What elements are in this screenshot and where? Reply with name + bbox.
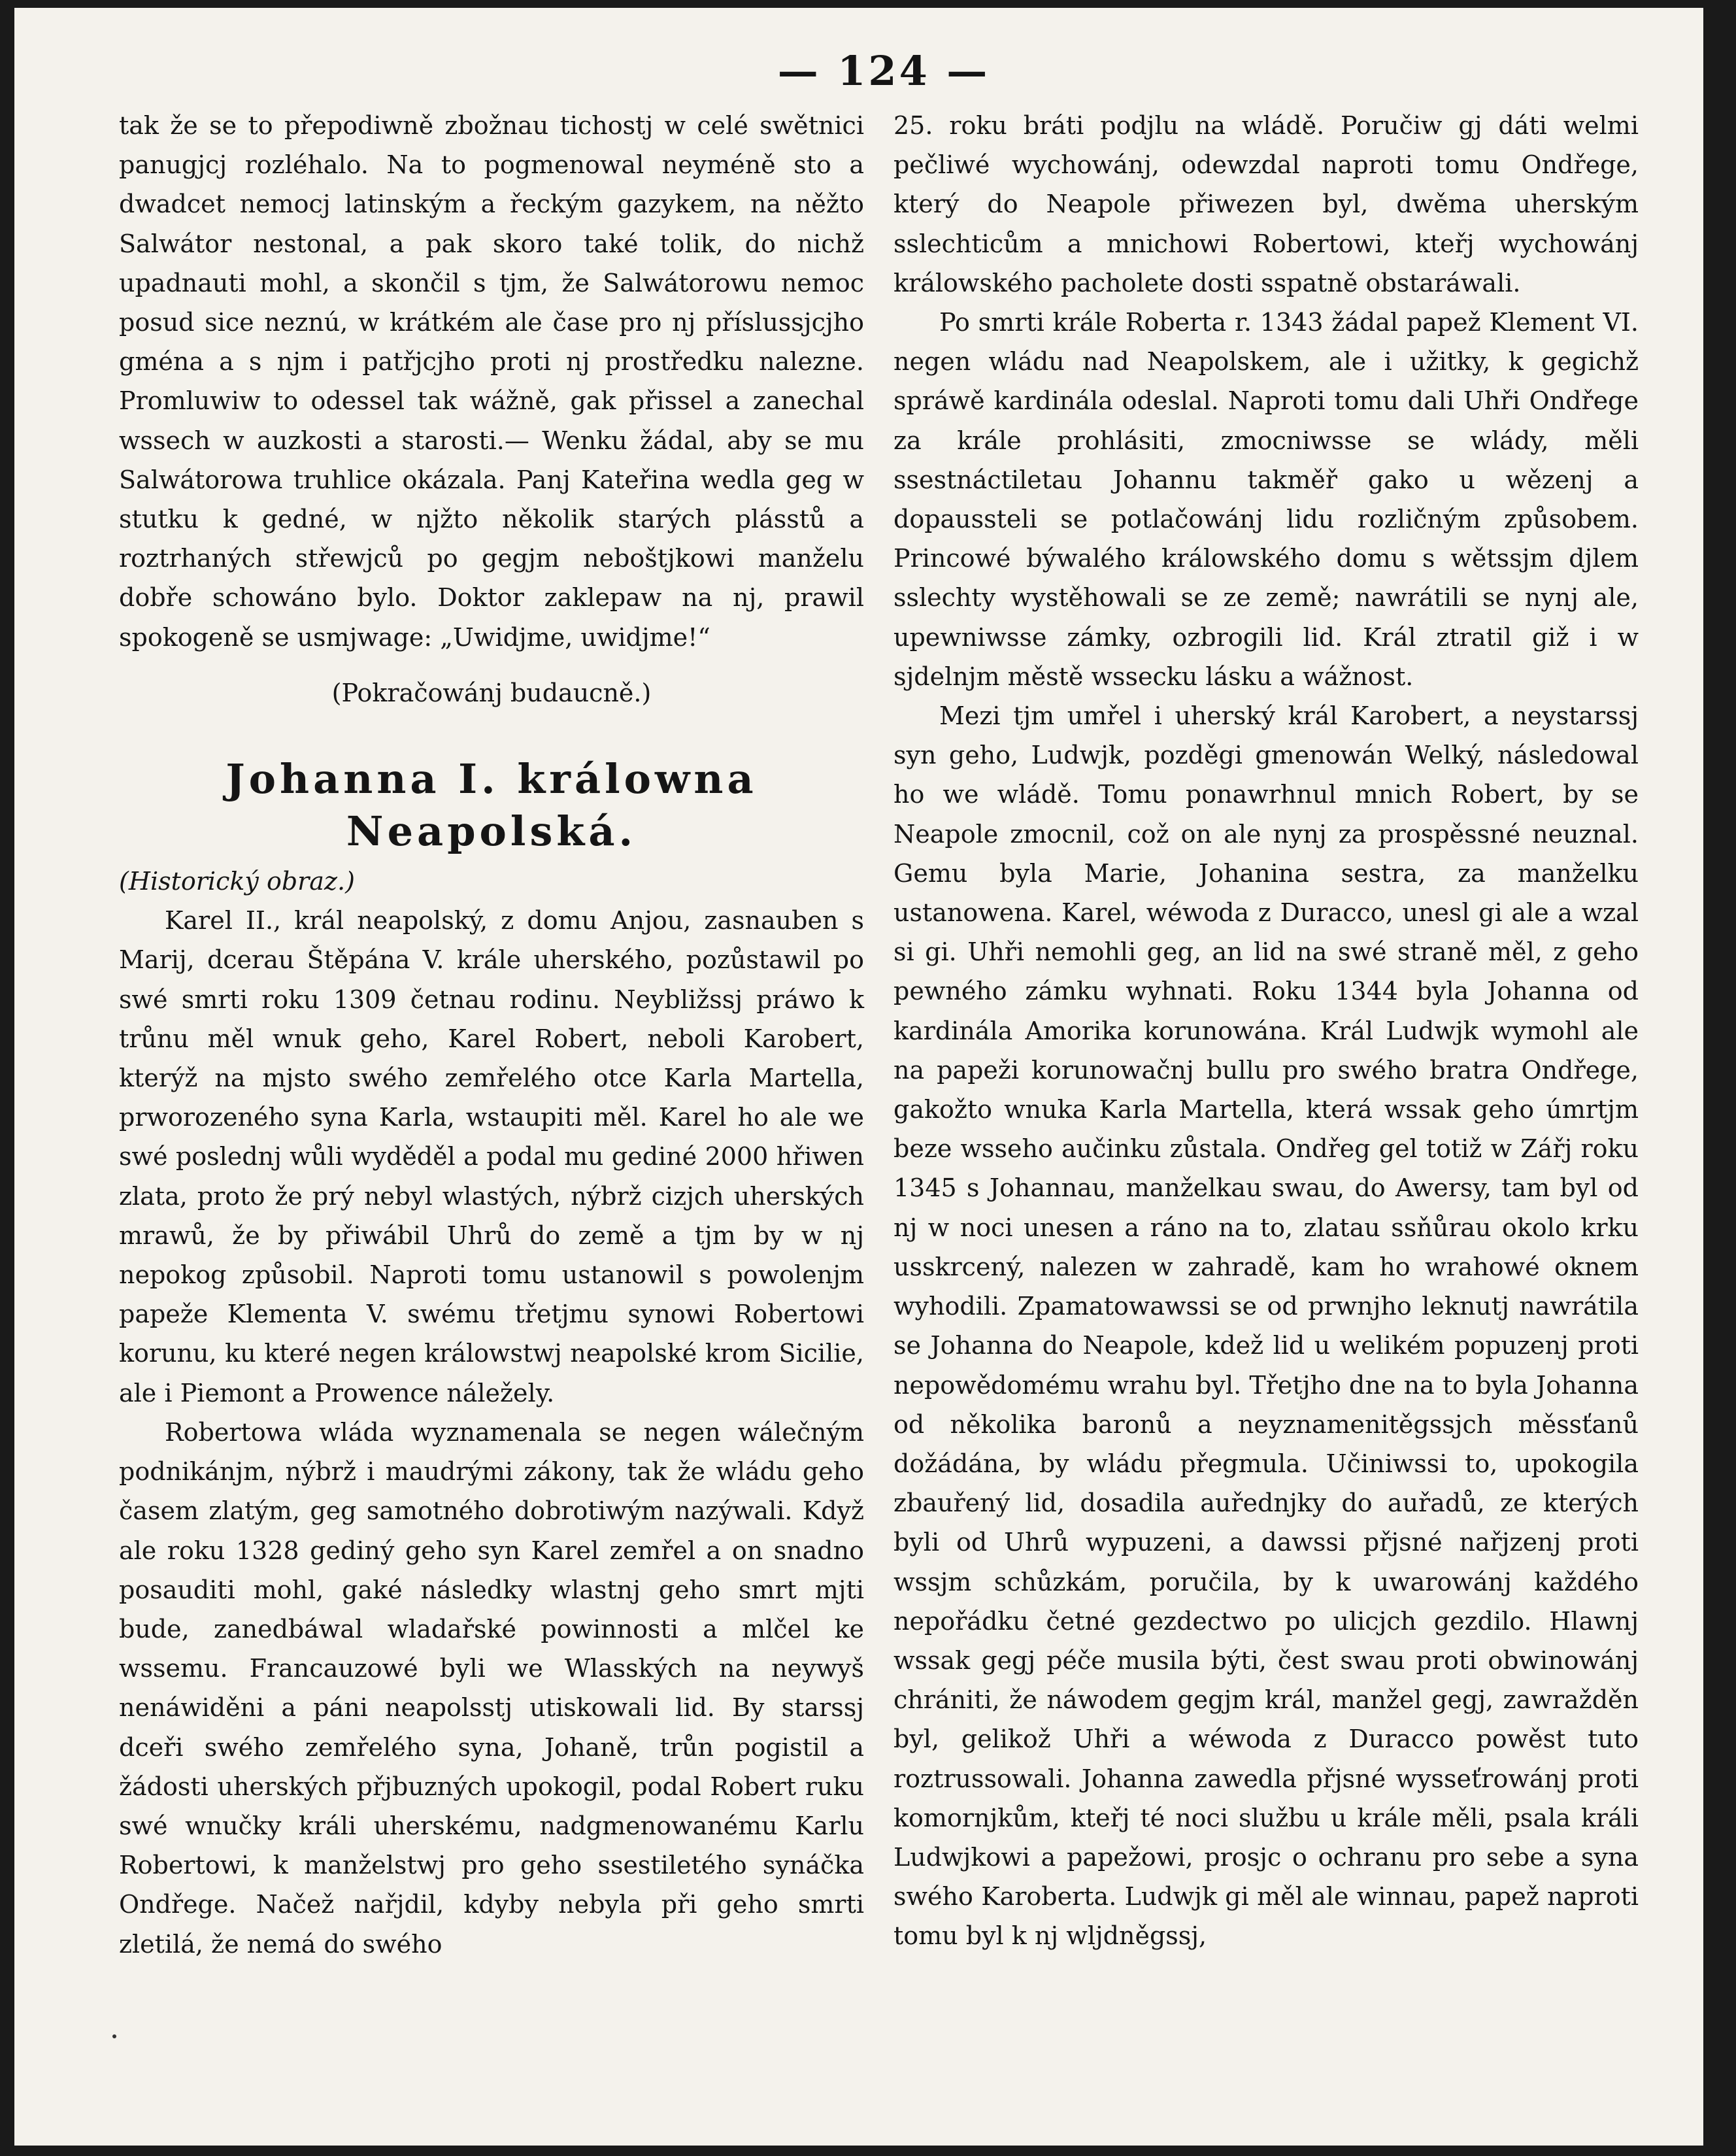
article-paragraph: Po smrti krále Roberta r. 1343 žádal papež Klement VI. negen wládu nad Neapolskem, ale i užitky, k gegichž spráwě kardinála odeslal. Naproti tomu dali Uhři Ondřege za krále prohlásiti, zmocniwsse se wlády, měli ssestnáctiletau Johannu takměř gako u wězenj a dopaussteli se potlačowánj lidu rozličným způsobem. Princowé býwalého králowského domu s wětssjm djlem sslechty wystěhowali se ze země; nawrátili se nynj ale, upewniwsse zámky, ozbrogili lid. Král ztratil giž i w sjdelnjm městě wssecku lásku a wážnost. [893,308,1639,691]
article-subtitle: (Historický obraz.) [119,867,355,896]
left-column [119,106,864,1964]
print-speck [112,2034,116,2038]
article-paragraph-continuation: 25. roku bráti podjlu na wládě. Poručiw gj dáti welmi pečliwé wychowánj, odewzdal naproti tomu Ondřege, který do Neapole přiwezen byl, dwěma uherským sslechticům a mnichowi Robertowi, kteřj wychowánj králowského pacholete dosti sspatně obstaráwali. [893,111,1639,297]
book-page [14,8,1726,2146]
article-title: Johanna I. králowna Neapolská. [225,755,758,856]
page-number: — 124 — [777,47,990,95]
scan-edge [1703,8,1726,2146]
to-be-continued-note: (Pokračowánj budaucně.) [331,678,652,707]
story-continuation: tak že se to přepodiwně zbožnau tichostj w celé swětnici panugjcj rozléhalo. Na to pogmenowal neyméně sto a dwadcet nemocj latinským a řeckým gazykem, na něžto Salwátor nestonal, a pak skoro také tolik, do nichž upadnauti mohl, a skončil s tjm, že Salwátorowu nemoc posud sice neznú, w krátkém ale čase pro nj příslussjcjho gména a s njm i patřjcjho proti nj prostředku nalezne. Promluwiw to odessel tak wážně, gak přissel a zanechal wssech w auzkosti a starosti.— Wenku žádal, aby se mu Salwátorowa truhlice okázala. Panj Kateřina wedla geg w stutku k gedné, w njžto několik starých plásstů a roztrhaných střewjců po gegjm neboštjkowi manželu dobře schowáno bylo. Doktor zaklepaw na nj, prawil spokogeně se usmjwage: „Uwidjme, uwidjme!“ [119,111,864,652]
article-paragraph: Robertowa wláda wyznamenala se negen wálečným podnikánjm, nýbrž i maudrými zákony, tak že wládu geho časem zlatým, geg samotného dobrotiwým nazýwali. Když ale roku 1328 gediný geho syn Karel zemřel a on snadno posauditi mohl, gaké následky wlastnj geho smrt mjti bude, zanedbáwal wladařské powinnosti a mlčel ke wssemu. Francauzowé byli we Wlasských na neywyš nenáwiděni a páni neapolsstj utiskowali lid. By starssj dceři swého zemřelého syna, Johaně, trůn pogistil a žádosti uherských přjbuzných upokogil, podal Robert ruku swé wnučky králi uherskému, nadgmenowanému Karlu Robertowi, k manželstwj pro geho ssestiletého synáčka Ondřege. Načež nařjdil, kdyby nebyla při geho smrti zletilá, že nemá do swého [119,1417,864,1959]
article-paragraph: Karel II., král neapolský, z domu Anjou, zasnauben s Marij, dcerau Štěpána V. krále uherského, pozůstawil po swé smrti roku 1309 četnau rodinu. Neybližssj práwo k trůnu měl wnuk geho, Karel Robert, neboli Karobert, kterýž na mjsto swého zemřelého otce Karla Martella, prworozeného syna Karla, wstaupiti měl. Karel ho ale we swé poslednj wůli wyděděl a podal mu gediné 2000 hřiwen zlata, proto že prý nebyl wlastých, nýbrž cizjch uherských mrawů, že by přiwábil Uhrů do země a tjm by w nj nepokog způsobil. Naproti tomu ustanowil s powolenjm papeže Klementa V. swému třetjmu synowi Robertowi korunu, ku které negen králowstwj neapolské krom Sicilie, ale i Piemont a Prowence náležely. [119,906,864,1407]
right-column [893,106,1639,1956]
article-paragraph: Mezi tjm umřel i uherský král Karobert, a neystarssj syn geho, Ludwjk, pozděgi gmenowán Welký, následowal ho we wládě. Tomu ponawrhnul mnich Robert, by se Neapole zmocnil, což on ale nynj za prospěssné neuznal. Gemu byla Marie, Johanina sestra, za manželku ustanowena. Karel, wéwoda z Duracco, unesl gi ale a wzal si gi. Uhři nemohli geg, an lid na swé straně měl, z geho pewného zámku wyhnati. Roku 1344 byla Johanna od kardinála Amorika korunowána. Král Ludwjk wymohl ale na papeži korunowačnj bullu pro swého bratra Ondřege, gakožto wnuka Karla Martella, která wssak geho úmrtjm beze wsseho aučinku zůstala. Ondřeg gel totiž w Zářj roku 1345 s Johannau, manželkau swau, do Awersy, tam byl od nj w noci unesen a ráno na to, zlatau ssňůrau okolo krku usskrcený, nalezen w zahradě, kam ho wrahowé oknem wyhodili. Zpamatowawssi se od prwnjho leknutj nawrátila se Johanna do Neapole, kdež lid u welikém popuzenj proti nepowědomému wrahu byl. Třetjho dne na to byla Johanna od několika baronů a neyznamenitěgssjch měssťanů dožádána, by wládu přegmula. Učiniwssi to, upokogila zbauřený lid, dosadila auřednjky do auřadů, ze kterých byli od Uhrů wypuzeni, a dawssi přjsné nařjzenj proti wssjm schůzkám, poručila, by k uwarowánj každého nepořádku četné gezdectwo po ulicjch gezdilo. Hlawnj wssak gegj péče musila býti, čest swau proti obwinowánj chrániti, že náwodem gegjm král, manžel gegj, zawražděn byl, gelikož Uhři a wéwoda z Duracco powěst tuto roztrussowali. Johanna zawedla přjsné wysseťrowánj proti komornjkům, kteřj té noci službu u krále měli, psala králi Ludwjkowi a papežowi, prosjc o ochranu pro sebe a syna swého Karoberta. Ludwjk gi měl ale winnau, papež naproti tomu byl k nj wljdněgssj, [893,701,1639,1951]
